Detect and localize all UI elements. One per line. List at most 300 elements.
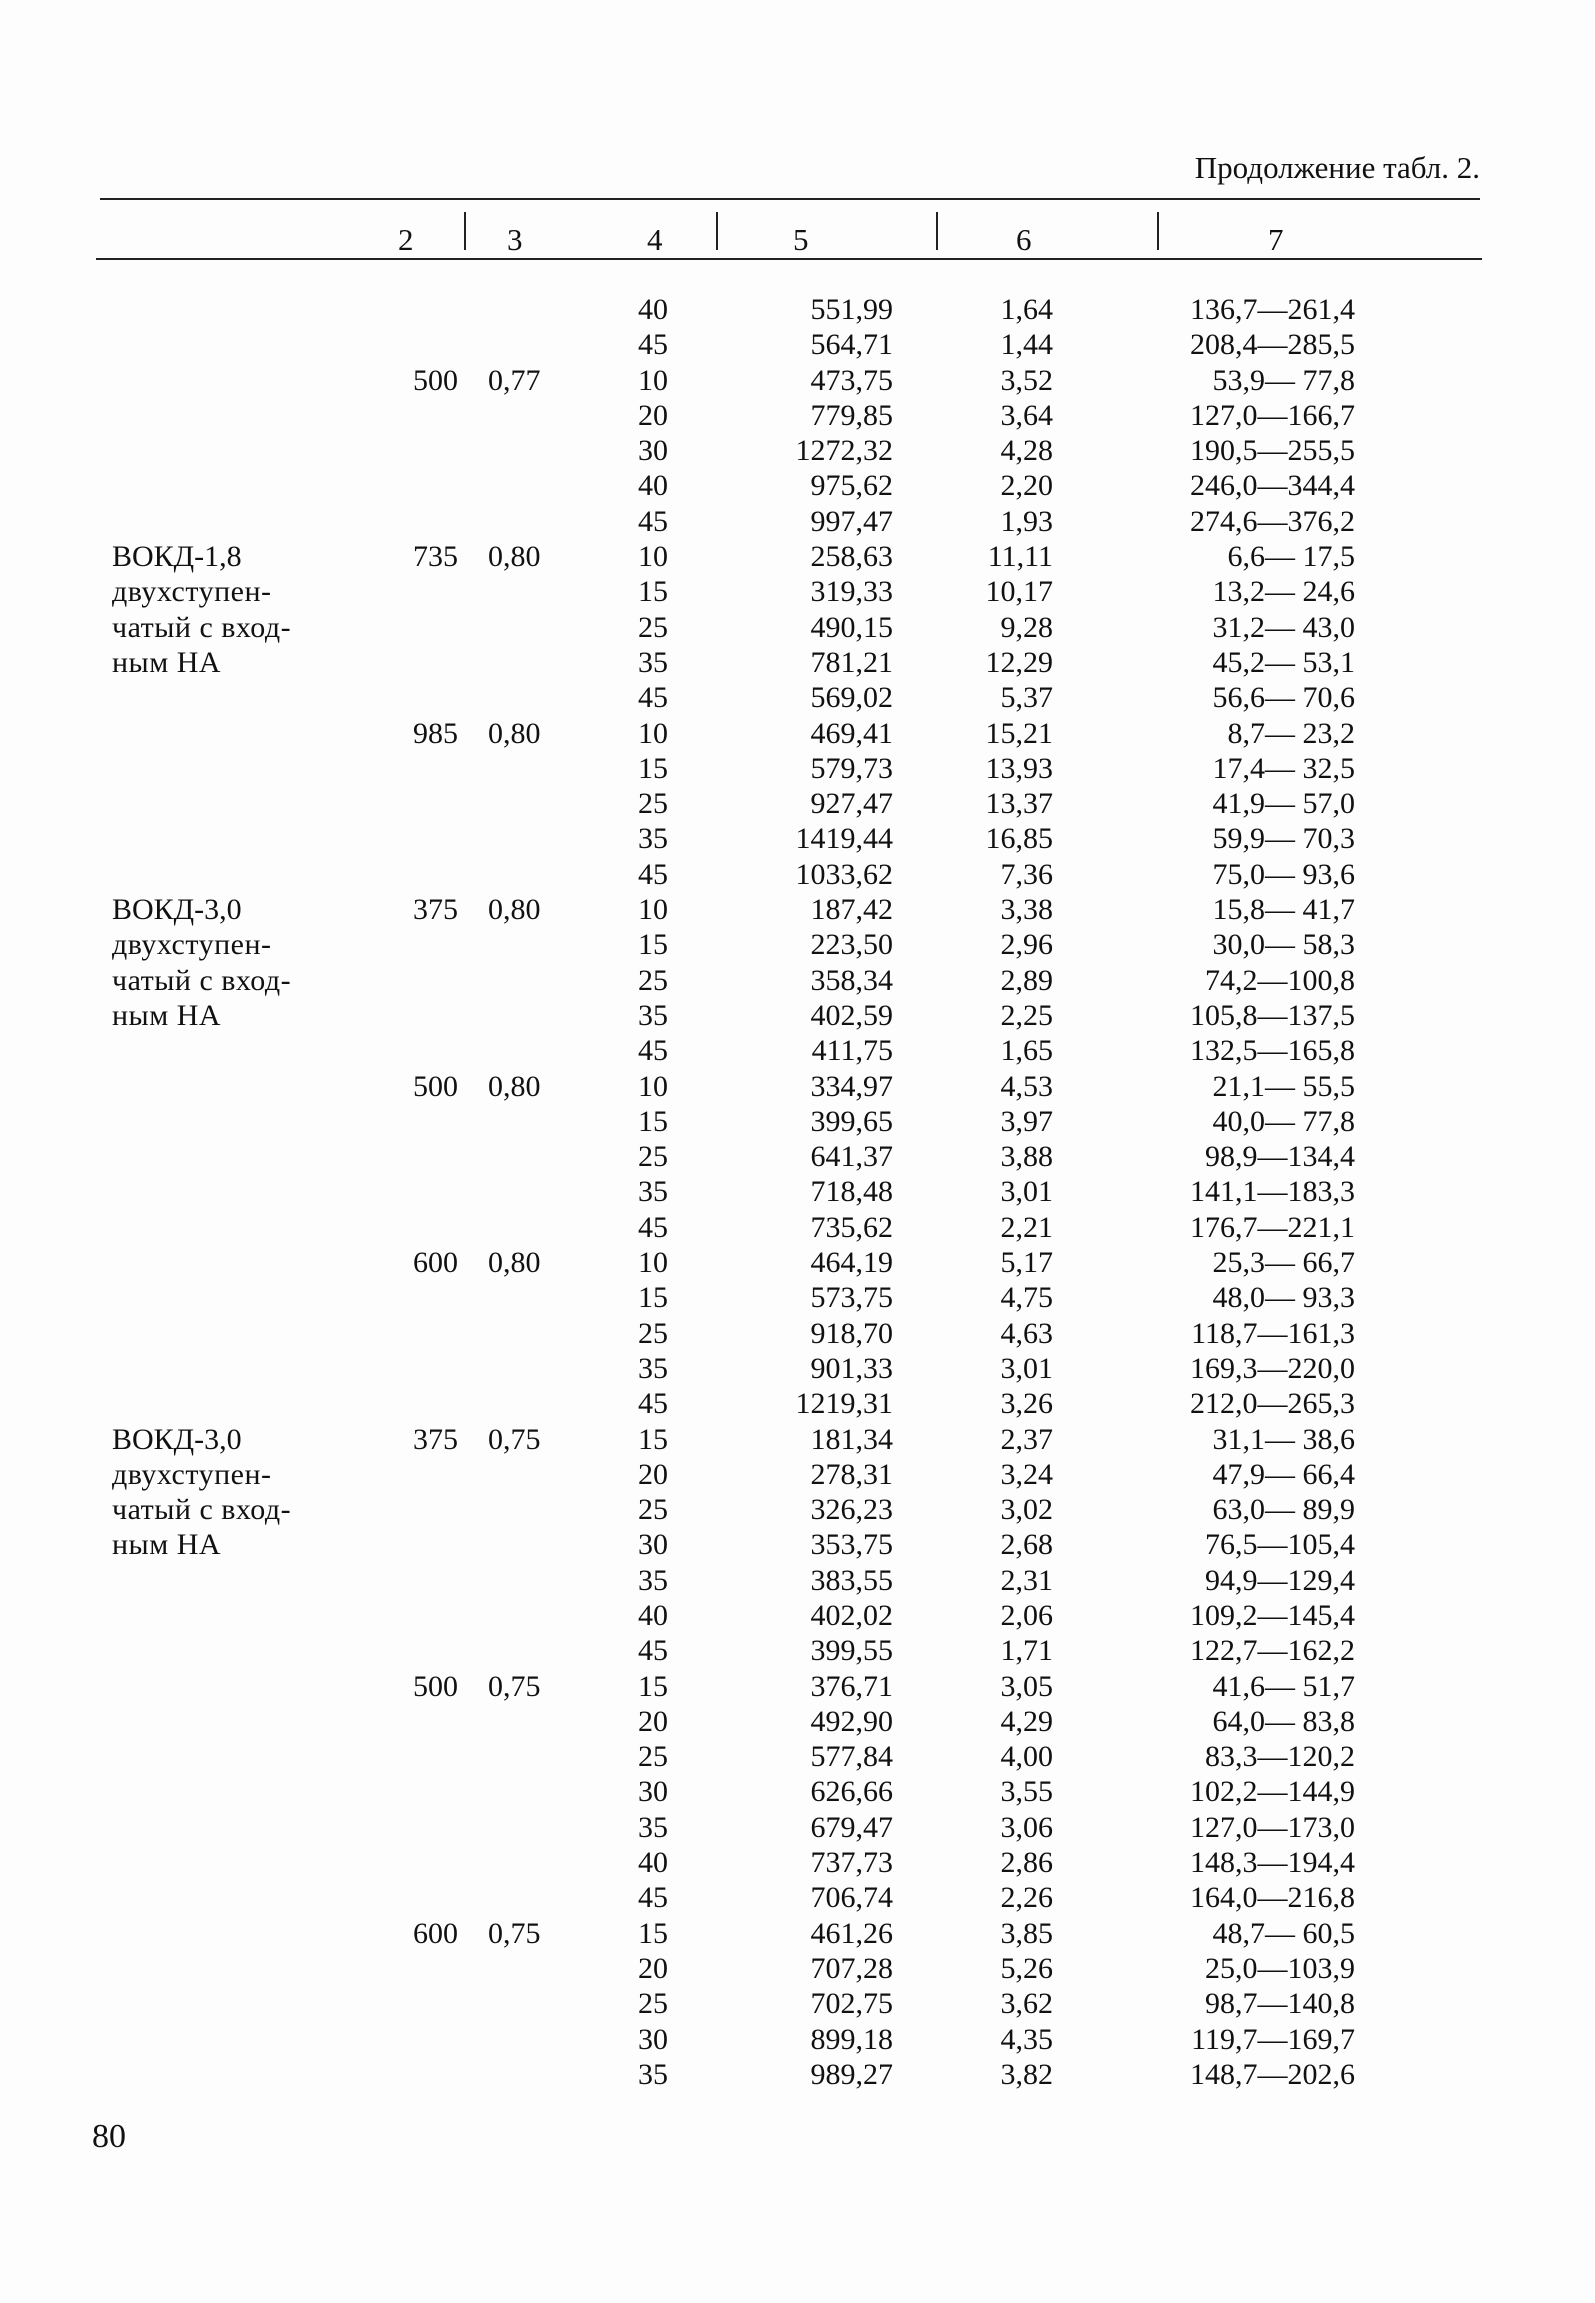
cell-col-6: 3,55 (1000, 1775, 1053, 1809)
cell-range: 141,1—183,3 (1190, 1175, 1355, 1209)
cell-blade-angle: 35 (638, 1351, 668, 1385)
cell-blade-angle: 10 (638, 363, 668, 397)
cell-col-5: 989,27 (810, 2057, 893, 2091)
cell-col-6: 4,75 (1000, 1281, 1053, 1315)
machine-label-line: ным НА (112, 998, 222, 1032)
cell-range: 25,0—103,9 (1205, 1951, 1355, 1985)
table-row (0, 1845, 1595, 1880)
cell-fan-speed: 375 (413, 893, 458, 927)
cell-col-6: 15,21 (985, 716, 1053, 750)
cell-ratio: 0,75 (488, 1422, 541, 1456)
cell-col-6: 2,86 (1000, 1846, 1053, 1880)
table-row (0, 821, 1595, 856)
cell-range: 47,9— 66,4 (1212, 1457, 1355, 1491)
cell-col-5: 402,02 (810, 1598, 893, 1632)
cell-blade-angle: 35 (638, 1175, 668, 1209)
machine-label-line: ВОКД-3,0 (112, 1422, 242, 1456)
cell-range: 48,7— 60,5 (1212, 1916, 1355, 1950)
cell-range: 8,7— 23,2 (1227, 716, 1355, 750)
cell-blade-angle: 30 (638, 434, 668, 468)
cell-col-6: 2,06 (1000, 1598, 1053, 1632)
table-row (0, 2057, 1595, 2092)
cell-col-5: 706,74 (810, 1881, 893, 1915)
cell-col-6: 2,37 (1000, 1422, 1053, 1456)
machine-label-line: чатый с вход- (112, 963, 292, 997)
cell-range: 98,9—134,4 (1205, 1140, 1355, 1174)
cell-fan-speed: 375 (413, 1422, 458, 1456)
cell-blade-angle: 40 (638, 1598, 668, 1632)
table-row (0, 1986, 1595, 2021)
cell-ratio: 0,77 (488, 363, 541, 397)
cell-blade-angle: 45 (638, 1881, 668, 1915)
cell-ratio: 0,80 (488, 716, 541, 750)
cell-blade-angle: 15 (638, 928, 668, 962)
cell-fan-speed: 600 (413, 1246, 458, 1280)
cell-blade-angle: 40 (638, 1846, 668, 1880)
cell-col-6: 5,17 (1000, 1246, 1053, 1280)
cell-col-6: 4,28 (1000, 434, 1053, 468)
header-col-4: 4 (647, 222, 663, 257)
machine-label-line: ным НА (112, 1528, 222, 1562)
cell-col-5: 626,66 (810, 1775, 893, 1809)
machine-label-line: чатый с вход- (112, 1493, 292, 1527)
cell-col-6: 3,24 (1000, 1457, 1053, 1491)
header-separator (1157, 212, 1159, 250)
cell-col-6: 3,38 (1000, 893, 1053, 927)
table-row (0, 1280, 1595, 1315)
cell-blade-angle: 25 (638, 1987, 668, 2021)
cell-col-6: 1,64 (1000, 293, 1053, 326)
header-separator (936, 212, 938, 250)
table-row (0, 716, 1595, 751)
cell-blade-angle: 45 (638, 328, 668, 362)
machine-label-line: двухступен- (112, 575, 272, 609)
header-rule (96, 258, 1482, 260)
cell-ratio: 0,80 (488, 1069, 541, 1103)
cell-col-5: 918,70 (810, 1316, 893, 1350)
cell-blade-angle: 25 (638, 1493, 668, 1527)
table-row (0, 645, 1595, 680)
cell-col-5: 492,90 (810, 1704, 893, 1738)
header-col-2: 2 (398, 222, 414, 257)
cell-col-5: 579,73 (810, 751, 893, 785)
cell-col-6: 5,37 (1000, 681, 1053, 715)
cell-col-5: 927,47 (810, 787, 893, 821)
cell-col-6: 4,29 (1000, 1704, 1053, 1738)
cell-col-6: 3,06 (1000, 1810, 1053, 1844)
cell-col-5: 383,55 (810, 1563, 893, 1597)
cell-col-6: 3,02 (1000, 1493, 1053, 1527)
table-row (0, 1457, 1595, 1492)
cell-range: 25,3— 66,7 (1212, 1246, 1355, 1280)
table-row (0, 892, 1595, 927)
cell-fan-speed: 600 (413, 1916, 458, 1950)
cell-col-5: 353,75 (810, 1528, 893, 1562)
header-col-6: 6 (1016, 222, 1032, 257)
cell-range: 164,0—216,8 (1190, 1881, 1355, 1915)
cell-col-5: 735,62 (810, 1210, 893, 1244)
cell-col-5: 223,50 (810, 928, 893, 962)
table-row (0, 1245, 1595, 1280)
table-row (0, 1704, 1595, 1739)
cell-col-6: 2,21 (1000, 1210, 1053, 1244)
cell-col-6: 5,26 (1000, 1951, 1053, 1985)
cell-range: 53,9— 77,8 (1212, 363, 1355, 397)
table-row (0, 292, 1595, 327)
cell-col-5: 1033,62 (795, 857, 893, 891)
cell-range: 6,6— 17,5 (1227, 540, 1355, 574)
table-row (0, 927, 1595, 962)
cell-blade-angle: 25 (638, 1740, 668, 1774)
table-row (0, 1139, 1595, 1174)
cell-range: 176,7—221,1 (1190, 1210, 1355, 1244)
cell-blade-angle: 35 (638, 645, 668, 679)
table-row (0, 1104, 1595, 1139)
cell-blade-angle: 45 (638, 1634, 668, 1668)
cell-range: 83,3—120,2 (1205, 1740, 1355, 1774)
cell-blade-angle: 45 (638, 1387, 668, 1421)
cell-fan-speed: 500 (413, 1069, 458, 1103)
header-separator (464, 212, 466, 250)
cell-col-6: 13,37 (985, 787, 1053, 821)
cell-col-6: 4,53 (1000, 1069, 1053, 1103)
cell-col-6: 3,01 (1000, 1351, 1053, 1385)
cell-blade-angle: 35 (638, 822, 668, 856)
table-row (0, 1598, 1595, 1633)
cell-blade-angle: 35 (638, 1810, 668, 1844)
table-row (0, 433, 1595, 468)
top-rule (100, 198, 1480, 200)
cell-col-6: 3,01 (1000, 1175, 1053, 1209)
cell-col-5: 402,59 (810, 998, 893, 1032)
cell-col-6: 4,63 (1000, 1316, 1053, 1350)
cell-blade-angle: 15 (638, 1281, 668, 1315)
table-row (0, 1774, 1595, 1809)
cell-col-6: 9,28 (1000, 610, 1053, 644)
cell-range: 75,0— 93,6 (1212, 857, 1355, 891)
cell-col-6: 2,89 (1000, 963, 1053, 997)
cell-col-5: 779,85 (810, 398, 893, 432)
cell-ratio: 0,80 (488, 540, 541, 574)
table-row (0, 327, 1595, 362)
cell-col-5: 702,75 (810, 1987, 893, 2021)
cell-col-6: 3,64 (1000, 398, 1053, 432)
table-row (0, 751, 1595, 786)
cell-range: 74,2—100,8 (1205, 963, 1355, 997)
table-row (0, 1069, 1595, 1104)
cell-col-6: 11,11 (987, 540, 1053, 574)
cell-blade-angle: 15 (638, 1104, 668, 1138)
cell-range: 30,0— 58,3 (1212, 928, 1355, 962)
cell-range: 17,4— 32,5 (1212, 751, 1355, 785)
cell-col-5: 464,19 (810, 1246, 893, 1280)
cell-col-5: 334,97 (810, 1069, 893, 1103)
table-row (0, 680, 1595, 715)
cell-range: 45,2— 53,1 (1212, 645, 1355, 679)
cell-col-5: 469,41 (810, 716, 893, 750)
cell-range: 208,4—285,5 (1190, 328, 1355, 362)
cell-fan-speed: 735 (413, 540, 458, 574)
cell-col-6: 4,00 (1000, 1740, 1053, 1774)
cell-range: 41,9— 57,0 (1212, 787, 1355, 821)
cell-col-5: 707,28 (810, 1951, 893, 1985)
cell-blade-angle: 20 (638, 1457, 668, 1491)
table-row (0, 1316, 1595, 1351)
cell-col-6: 4,35 (1000, 2022, 1053, 2056)
cell-col-6: 2,26 (1000, 1881, 1053, 1915)
cell-col-6: 1,44 (1000, 328, 1053, 362)
cell-range: 94,9—129,4 (1205, 1563, 1355, 1597)
cell-col-5: 1419,44 (795, 822, 893, 856)
table-row (0, 1033, 1595, 1068)
cell-blade-angle: 20 (638, 1951, 668, 1985)
cell-range: 21,1— 55,5 (1212, 1069, 1355, 1103)
cell-col-6: 3,52 (1000, 363, 1053, 397)
header-separator (716, 212, 718, 250)
table-row (0, 2022, 1595, 2057)
cell-blade-angle: 15 (638, 1916, 668, 1950)
cell-col-5: 490,15 (810, 610, 893, 644)
cell-col-5: 319,33 (810, 575, 893, 609)
cell-range: 102,2—144,9 (1190, 1775, 1355, 1809)
table-row (0, 786, 1595, 821)
table-row (0, 857, 1595, 892)
cell-blade-angle: 40 (638, 293, 668, 326)
cell-blade-angle: 15 (638, 751, 668, 785)
cell-blade-angle: 45 (638, 1034, 668, 1068)
table-row (0, 1527, 1595, 1562)
cell-fan-speed: 985 (413, 716, 458, 750)
cell-col-5: 679,47 (810, 1810, 893, 1844)
cell-blade-angle: 45 (638, 681, 668, 715)
cell-col-5: 399,55 (810, 1634, 893, 1668)
cell-blade-angle: 40 (638, 469, 668, 503)
cell-range: 41,6— 51,7 (1212, 1669, 1355, 1703)
cell-col-6: 10,17 (985, 575, 1053, 609)
cell-col-5: 641,37 (810, 1140, 893, 1174)
machine-label-line: ным НА (112, 645, 222, 679)
cell-range: 40,0— 77,8 (1212, 1104, 1355, 1138)
cell-range: 169,3—220,0 (1190, 1351, 1355, 1385)
table-row (0, 1351, 1595, 1386)
header-col-7: 7 (1268, 222, 1284, 257)
cell-col-5: 358,34 (810, 963, 893, 997)
table-row (0, 468, 1595, 503)
cell-range: 48,0— 93,3 (1212, 1281, 1355, 1315)
cell-col-5: 718,48 (810, 1175, 893, 1209)
cell-col-6: 12,29 (985, 645, 1053, 679)
cell-col-5: 573,75 (810, 1281, 893, 1315)
cell-ratio: 0,75 (488, 1916, 541, 1950)
cell-blade-angle: 25 (638, 963, 668, 997)
table-row (0, 610, 1595, 645)
cell-range: 63,0— 89,9 (1212, 1493, 1355, 1527)
table-caption: Продолжение табл. 2. (1194, 150, 1480, 185)
table-row (0, 1916, 1595, 1951)
machine-label-line: двухступен- (112, 1457, 272, 1491)
cell-blade-angle: 10 (638, 893, 668, 927)
cell-range: 190,5—255,5 (1190, 434, 1355, 468)
cell-col-6: 16,85 (985, 822, 1053, 856)
cell-col-5: 899,18 (810, 2022, 893, 2056)
cell-range: 15,8— 41,7 (1212, 893, 1355, 927)
cell-range: 59,9— 70,3 (1212, 822, 1355, 856)
cell-col-5: 1219,31 (795, 1387, 893, 1421)
table-row (0, 398, 1595, 433)
cell-col-6: 1,71 (1000, 1634, 1053, 1668)
cell-col-6: 3,97 (1000, 1104, 1053, 1138)
cell-blade-angle: 25 (638, 787, 668, 821)
cell-blade-angle: 30 (638, 2022, 668, 2056)
cell-blade-angle: 20 (638, 398, 668, 432)
cell-col-6: 2,31 (1000, 1563, 1053, 1597)
table-row (0, 963, 1595, 998)
cell-range: 122,7—162,2 (1190, 1634, 1355, 1668)
table-row (0, 1633, 1595, 1668)
cell-col-5: 975,62 (810, 469, 893, 503)
cell-range: 274,6—376,2 (1190, 504, 1355, 538)
table-row (0, 1951, 1595, 1986)
cell-col-6: 3,26 (1000, 1387, 1053, 1421)
cell-col-6: 2,68 (1000, 1528, 1053, 1562)
cell-blade-angle: 20 (638, 1704, 668, 1738)
cell-blade-angle: 15 (638, 575, 668, 609)
table-row (0, 1174, 1595, 1209)
cell-range: 119,7—169,7 (1191, 2022, 1355, 2056)
table-row (0, 1880, 1595, 1915)
cell-range: 246,0—344,4 (1190, 469, 1355, 503)
cell-blade-angle: 25 (638, 1316, 668, 1350)
cell-col-5: 564,71 (810, 328, 893, 362)
cell-col-5: 187,42 (810, 893, 893, 927)
cell-range: 13,2— 24,6 (1212, 575, 1355, 609)
cell-col-5: 181,34 (810, 1422, 893, 1456)
cell-col-5: 326,23 (810, 1493, 893, 1527)
cell-blade-angle: 10 (638, 540, 668, 574)
cell-col-5: 411,75 (811, 1034, 893, 1068)
cell-col-5: 461,26 (810, 1916, 893, 1950)
cell-col-6: 3,05 (1000, 1669, 1053, 1703)
cell-range: 132,5—165,8 (1190, 1034, 1355, 1068)
cell-blade-angle: 25 (638, 610, 668, 644)
cell-col-5: 781,21 (810, 645, 893, 679)
cell-range: 127,0—166,7 (1190, 398, 1355, 432)
cell-range: 212,0—265,3 (1190, 1387, 1355, 1421)
cell-blade-angle: 45 (638, 857, 668, 891)
table-row (0, 539, 1595, 574)
cell-blade-angle: 15 (638, 1422, 668, 1456)
cell-blade-angle: 10 (638, 1246, 668, 1280)
cell-col-6: 3,62 (1000, 1987, 1053, 2021)
table-row (0, 998, 1595, 1033)
table-row (0, 1492, 1595, 1527)
cell-range: 56,6— 70,6 (1212, 681, 1355, 715)
cell-col-5: 376,71 (810, 1669, 893, 1703)
cell-ratio: 0,75 (488, 1669, 541, 1703)
cell-blade-angle: 35 (638, 998, 668, 1032)
table-row (0, 1422, 1595, 1457)
cell-col-5: 901,33 (810, 1351, 893, 1385)
cell-col-6: 7,36 (1000, 857, 1053, 891)
cell-range: 31,2— 43,0 (1212, 610, 1355, 644)
cell-range: 118,7—161,3 (1191, 1316, 1355, 1350)
cell-col-5: 399,65 (810, 1104, 893, 1138)
cell-range: 98,7—140,8 (1205, 1987, 1355, 2021)
cell-range: 148,3—194,4 (1190, 1846, 1355, 1880)
machine-label-line: ВОКД-1,8 (112, 540, 242, 574)
table-row (0, 1210, 1595, 1245)
cell-col-6: 13,93 (985, 751, 1053, 785)
cell-col-5: 569,02 (810, 681, 893, 715)
cell-blade-angle: 25 (638, 1140, 668, 1174)
cell-ratio: 0,80 (488, 1246, 541, 1280)
page-number: 80 (92, 2118, 126, 2155)
cell-range: 105,8—137,5 (1190, 998, 1355, 1032)
cell-blade-angle: 45 (638, 504, 668, 538)
header-col-3: 3 (507, 222, 523, 257)
cell-fan-speed: 500 (413, 363, 458, 397)
cell-col-5: 737,73 (810, 1846, 893, 1880)
cell-blade-angle: 10 (638, 716, 668, 750)
cell-blade-angle: 35 (638, 2057, 668, 2091)
cell-col-5: 551,99 (810, 293, 893, 326)
table-row (0, 574, 1595, 609)
cell-col-6: 3,88 (1000, 1140, 1053, 1174)
cell-col-5: 577,84 (810, 1740, 893, 1774)
cell-col-5: 258,63 (810, 540, 893, 574)
cell-col-6: 3,85 (1000, 1916, 1053, 1950)
table-row (0, 1563, 1595, 1598)
cell-fan-speed: 500 (413, 1669, 458, 1703)
cell-blade-angle: 35 (638, 1563, 668, 1597)
table-body (0, 292, 1595, 2092)
cell-range: 127,0—173,0 (1190, 1810, 1355, 1844)
cell-col-6: 3,82 (1000, 2057, 1053, 2091)
cell-range: 136,7—261,4 (1190, 293, 1355, 326)
cell-ratio: 0,80 (488, 893, 541, 927)
header-col-5: 5 (793, 222, 809, 257)
table-row (0, 1739, 1595, 1774)
cell-blade-angle: 15 (638, 1669, 668, 1703)
cell-col-6: 1,93 (1000, 504, 1053, 538)
cell-range: 148,7—202,6 (1190, 2057, 1355, 2091)
machine-label-line: двухступен- (112, 928, 272, 962)
cell-col-6: 1,65 (1000, 1034, 1053, 1068)
cell-col-6: 2,25 (1000, 998, 1053, 1032)
cell-range: 76,5—105,4 (1205, 1528, 1355, 1562)
machine-label-line: чатый с вход- (112, 610, 292, 644)
table-row (0, 1810, 1595, 1845)
cell-blade-angle: 10 (638, 1069, 668, 1103)
table-row (0, 504, 1595, 539)
table-row (0, 1669, 1595, 1704)
cell-blade-angle: 30 (638, 1528, 668, 1562)
cell-blade-angle: 30 (638, 1775, 668, 1809)
table-row (0, 363, 1595, 398)
cell-col-6: 2,96 (1000, 928, 1053, 962)
cell-range: 31,1— 38,6 (1212, 1422, 1355, 1456)
cell-col-5: 997,47 (810, 504, 893, 538)
cell-blade-angle: 45 (638, 1210, 668, 1244)
machine-label-line: ВОКД-3,0 (112, 893, 242, 927)
cell-col-6: 2,20 (1000, 469, 1053, 503)
cell-col-5: 278,31 (810, 1457, 893, 1491)
cell-range: 64,0— 83,8 (1212, 1704, 1355, 1738)
cell-range: 109,2—145,4 (1190, 1598, 1355, 1632)
cell-col-5: 1272,32 (795, 434, 893, 468)
table-row (0, 1386, 1595, 1421)
cell-col-5: 473,75 (810, 363, 893, 397)
